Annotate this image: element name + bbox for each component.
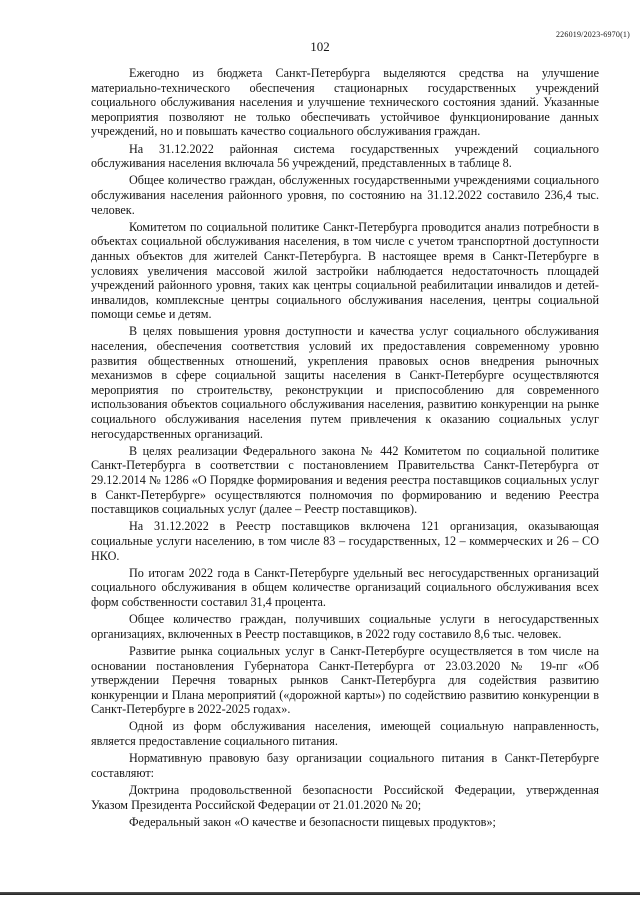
paragraph: В целях повышения уровня доступности и качества услуг социального обслуживания населения, обеспечения соответствия условий их предоставления современному уровню развития общественных отношений, укрепления правовых основ внедрения рыночных механизмов в сфере социальной защиты населения в Санкт-Петербурге осуществляются мероприятия по строительству, реконструкции и приспособлению для современного использования объектов социального обслуживания населения, развитию конкуренции на рынке социального обслуживания населения путем привлечения к оказанию социальных услуг негосударственных организаций. [91,324,599,441]
paragraph: Общее количество граждан, обслуженных государственными учреждениями социального обслуживания населения районного уровня, по состоянию на 31.12.2022 составило 236,4 тыс. человек. [91,173,599,217]
paragraph: Нормативную правовую базу организации социального питания в Санкт-Петербурге составляют: [91,751,599,780]
paragraph: На 31.12.2022 в Реестр поставщиков включена 121 организация, оказывающая социальные услуги населению, в том числе 83 – государственных, 12 – коммерческих и 26 – СО НКО. [91,519,599,563]
paragraph: Общее количество граждан, получивших социальные услуги в негосударственных организациях, включенных в Реестр поставщиков, в 2022 году составило 8,6 тыс. человек. [91,612,599,641]
paragraph: На 31.12.2022 районная система государственных учреждений социального обслуживания населения включала 56 учреждений, представленных в таблице 8. [91,141,599,171]
scan-edge-line [0,892,640,895]
document-id: 226019/2023-6970(1) [555,30,630,39]
paragraph: Одной из форм обслуживания населения, имеющей социальную направленность, является предоставление социального питания. [91,719,599,749]
paragraph: Доктрина продовольственной безопасности Российской Федерации, утвержденная Указом Президента Российской Федерации от 21.01.2020 № 20; [91,783,599,812]
paragraph: Федеральный закон «О качестве и безопасности пищевых продуктов»; [129,814,496,829]
document-body [91,66,599,832]
paragraph: Ежегодно из бюджета Санкт-Петербурга выделяются средства на улучшение материально-технического обеспечения стационарных государственных учреждений социального обслуживания населения и улучшение технического состояния зданий. Указанные мероприятия позволяют не только обеспечивать устойчивое функционирование данных учреждений, но и повышать качество социального обслуживания граждан. [91,66,599,139]
paragraph: Развитие рынка социальных услуг в Санкт-Петербурге осуществляется в том числе на основании постановления Губернатора Санкт-Петербурга от 23.03.2020 № 19-пг «Об утверждении Перечня товарных рынков Санкт-Петербурга для содействия развитию конкуренции и Плана мероприятий («дорожной карты») по содействию развитию конкуренции в Санкт-Петербурге в 2022-2025 годах». [91,643,599,717]
paragraph: В целях реализации Федерального закона № 442 Комитетом по социальной политике Санкт-Петербурга в соответствии с постановлением Правительства Санкт-Петербурга от 29.12.2014 № 1286 «О Порядке формирования и ведения реестра поставщиков социальных услуг в Санкт-Петербурге» осуществляются полномочия по формированию и ведению Реестра поставщиков социальных услуг (далее – Реестр поставщиков). [91,443,599,517]
paragraph: По итогам 2022 года в Санкт-Петербурге удельный вес негосударственных организаций социального обслуживания в общем количестве организаций социального обслуживания всех форм собственности составил 31,4 процента. [91,565,599,609]
page-number: 102 [310,39,330,54]
paragraph: Комитетом по социальной политике Санкт-Петербурга проводится анализ потребности в объектах социальной обслуживания населения, в том числе с учетом транспортной доступности данных объектов для жителей Санкт-Петербурга. В настоящее время в Санкт-Петербурге в условиях увеличения массовой жилой застройки наблюдается недостаточность площадей учреждений районного уровня, таких как центры социальной реабилитации инвалидов и детей-инвалидов, комплексные центры социального обслуживания населения, центры социальной помощи семье и детям. [91,219,599,322]
